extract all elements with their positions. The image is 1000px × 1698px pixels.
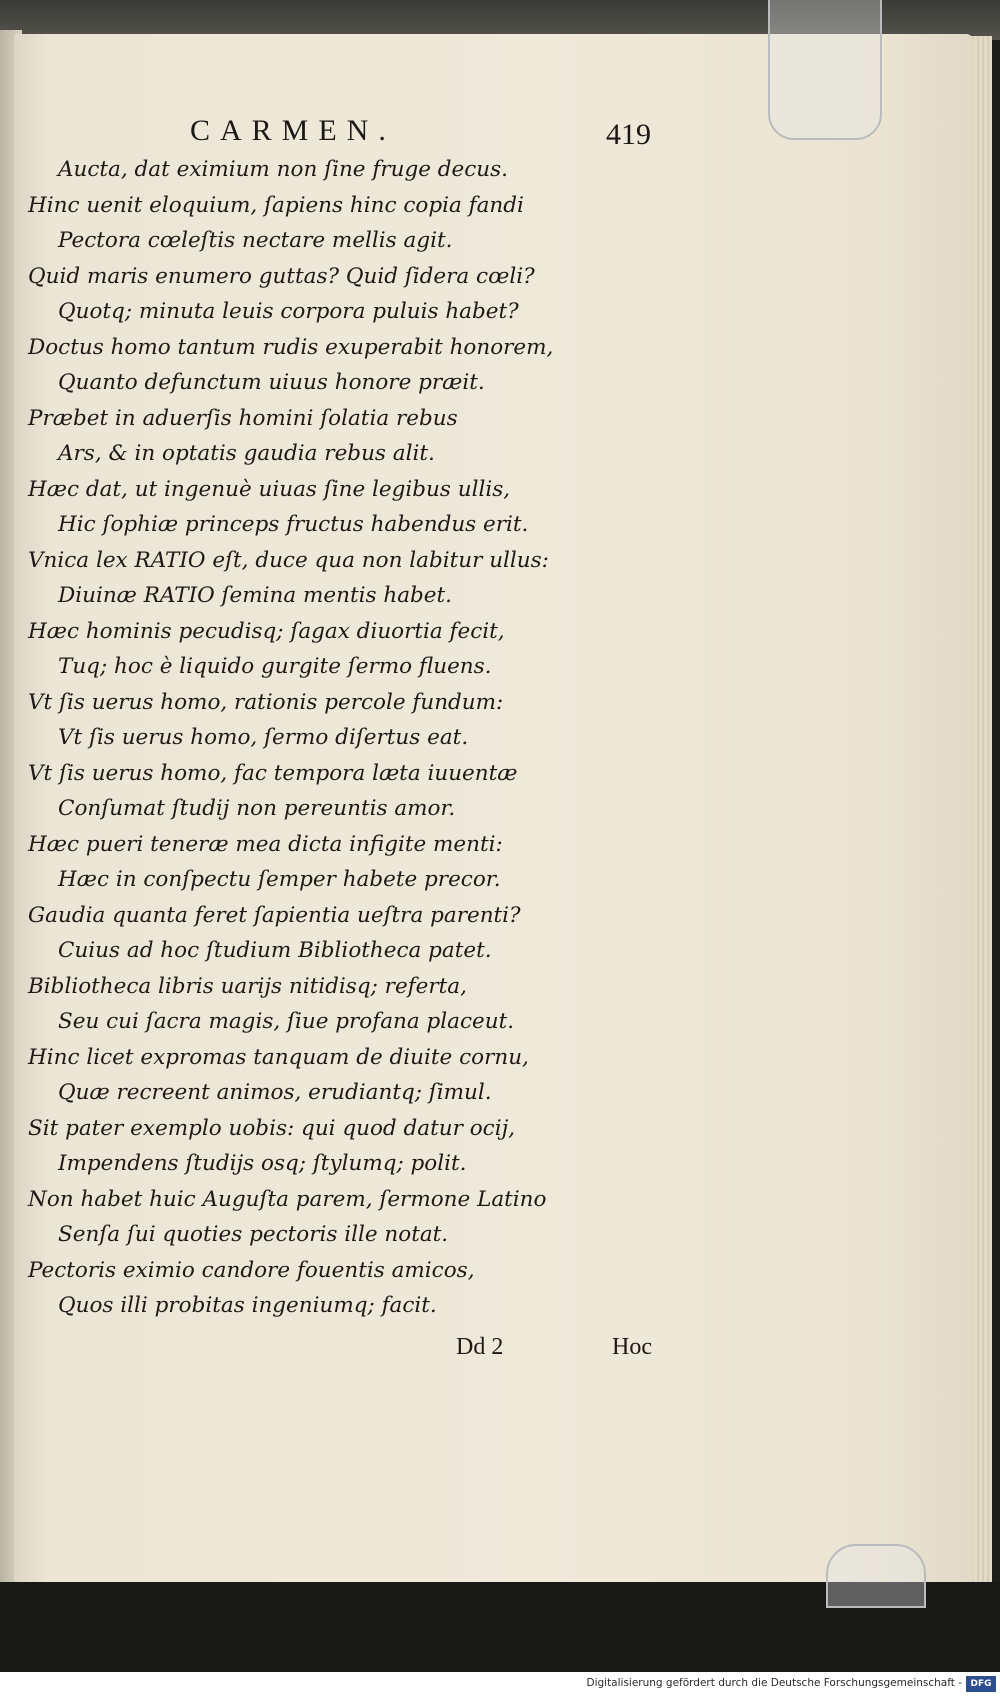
verse-line: Non habet huic Auguſta parem, ſermone Latino	[28, 1186, 547, 1212]
verse-line: Conſumat ſtudij non pereuntis amor.	[58, 796, 456, 821]
page-clip-bottom	[826, 1544, 926, 1608]
verse-line: Aucta, dat eximium non ſine fruge decus.	[58, 157, 509, 182]
footer-bar	[0, 1672, 1000, 1698]
verse-line: Sit pater exemplo uobis: qui quod datur ocij,	[28, 1115, 516, 1141]
verse-line: Pectoris eximio candore fouentis amicos,	[28, 1257, 475, 1283]
verse-line: Præbet in aduerſis homini ſolatia rebus	[28, 405, 458, 431]
verse-line: Vt ſis uerus homo, ſermo diſertus eat.	[58, 725, 469, 750]
verse-line: Ars, & in optatis gaudia rebus alit.	[58, 441, 435, 466]
verse-line: Impendens ſtudijs osq; ſtylumq; polit.	[58, 1151, 467, 1176]
verse-line: Hæc pueri teneræ mea dicta infigite menti:	[28, 831, 503, 857]
verse-line: Diuinæ RATIO ſemina mentis habet.	[58, 583, 452, 608]
verse-line: Gaudia quanta feret ſapientia ueſtra parenti?	[28, 902, 521, 928]
verse-line: Quid maris enumero guttas? Quid ſidera cœli?	[28, 263, 535, 289]
verse-line: Vt ſis uerus homo, rationis percole fundum:	[28, 689, 504, 715]
verse-line: Hæc dat, ut ingenuè uiuas ſine legibus ullis,	[28, 476, 511, 502]
verse-line: Cuius ad hoc ſtudium Bibliotheca patet.	[58, 938, 492, 963]
verse-line: Vnica lex RATIO eſt, duce qua non labitur ullus:	[28, 547, 549, 573]
verse-line: Hic ſophiæ princeps fructus habendus erit.	[58, 512, 529, 537]
verse-line: Quæ recreent animos, erudiantq; ſimul.	[58, 1080, 492, 1105]
verse-line: Hinc uenit eloquium, ſapiens hinc copia fandi	[28, 192, 524, 218]
verse-line: Doctus homo tantum rudis exuperabit honorem,	[28, 334, 554, 360]
verse-line: Hæc in conſpectu ſemper habete precor.	[58, 867, 501, 892]
poem-lines	[28, 152, 648, 1324]
signature-mark: Dd 2	[456, 1334, 504, 1360]
verse-line: Hæc hominis pecudisq; ſagax diuortia fecit,	[28, 618, 505, 644]
funding-credit: Digitalisierung gefördert durch die Deutsche Forschungsgemeinschaft -	[586, 1677, 962, 1689]
verse-line: Senſa ſui quoties pectoris ille notat.	[58, 1222, 449, 1247]
verse-line: Quotq; minuta leuis corpora puluis habet?	[58, 299, 519, 324]
verse-line: Bibliotheca libris uarijs nitidisq; referta,	[28, 973, 467, 999]
verse-line: Quos illi probitas ingeniumq; facit.	[58, 1293, 437, 1318]
page-number: 419	[606, 118, 651, 151]
page-clip-top	[768, 0, 882, 140]
running-head: CARMEN.	[190, 114, 396, 147]
verse-line: Seu cui ſacra magis, ſiue profana placeut.	[58, 1009, 515, 1034]
catchword: Hoc	[612, 1334, 652, 1360]
dfg-logo: DFG	[966, 1676, 996, 1692]
verse-line: Pectora cœleſtis nectare mellis agit.	[58, 228, 453, 253]
verse-line: Quanto defunctum uiuus honore præit.	[58, 370, 485, 395]
verse-line: Vt ſis uerus homo, fac tempora læta iuuentæ	[28, 760, 518, 786]
verse-line: Tuq; hoc è liquido gurgite ſermo fluens.	[58, 654, 492, 679]
verse-line: Hinc licet expromas tanquam de diuite cornu,	[28, 1044, 529, 1070]
